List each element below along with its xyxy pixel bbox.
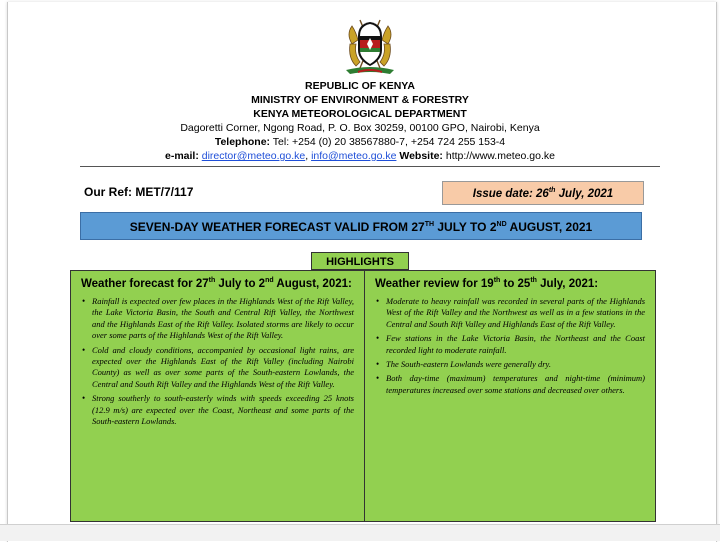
forecast-title-part-2: July to 2	[215, 278, 266, 290]
website-value: http://www.meteo.go.ke	[442, 150, 555, 162]
issue-date-sup: th	[548, 187, 556, 195]
issue-date-prefix: Issue date: 26	[472, 188, 549, 200]
republic-heading: REPUBLIC OF KENYA	[305, 80, 415, 92]
review-item: • The South-eastern Lowlands were generally dry.	[386, 359, 645, 370]
kenya-coat-of-arms-icon	[338, 14, 402, 78]
review-title-sup-1: th	[493, 277, 501, 285]
title-sup-1: TH	[424, 221, 435, 228]
forecast-item: • Cold and cloudy conditions, accompanied by occasional light rains, are expected over the Highlands East of the Rift Valley (including Nairobi County) as well as over some parts of the South-eastern Lowlands, the Central and South Rift Valley and the Highlands West of the Rift Valley.	[92, 345, 354, 391]
header-divider	[80, 166, 660, 167]
telephone-value: Tel: +254 (0) 20 38567880-7, +254 724 255 153-4	[270, 136, 506, 148]
telephone-line	[0, 135, 720, 149]
review-item: • Few stations in the Lake Victoria Basin, the Northeast and the Coast recorded light to moderate rainfall.	[386, 333, 645, 356]
review-title-part-3: July, 2021:	[536, 278, 599, 290]
issue-date-box	[442, 181, 644, 205]
review-item: • Both day-time (maximum) temperatures and night-time (minimum) temperatures increased over some stations and decreased over others.	[386, 373, 645, 396]
issue-date-suffix: July, 2021	[555, 188, 614, 200]
email-director-link[interactable]: director@meteo.go.ke	[201, 150, 306, 162]
forecast-panel	[70, 270, 365, 522]
ministry-heading: MINISTRY OF ENVIRONMENT & FORESTRY	[251, 94, 469, 106]
review-list	[375, 296, 645, 396]
forecast-title-bar	[80, 212, 642, 240]
website-label: Website:	[399, 150, 443, 162]
title-part-3: AUGUST, 2021	[506, 220, 593, 234]
review-item: • Moderate to heavy rainfall was recorded in several parts of the Highlands West of the Rift Valley and the Northwest as well as in a few stations in the Central and South Rift Valley and Highlands East of the Rift Valley.	[386, 296, 645, 330]
title-part-1: SEVEN-DAY WEATHER FORECAST VALID FROM 27	[129, 220, 425, 234]
forecast-title-part-1: Weather forecast for 27	[81, 278, 209, 290]
email-info-link[interactable]: info@meteo.go.ke	[311, 150, 397, 162]
title-part-2: JULY TO 2	[434, 220, 497, 234]
email-label: e-mail:	[164, 150, 199, 162]
title-sup-2: ND	[496, 221, 507, 228]
page-bottom-edge	[0, 524, 720, 541]
forecast-title-part-3: August, 2021:	[273, 278, 352, 290]
reference-number: Our Ref: MET/7/117	[84, 185, 194, 199]
forecast-title-sup-1: th	[208, 277, 216, 285]
forecast-item: • Strong southerly to south-easterly winds with speeds exceeding 25 knots (12.9 m/s) are expected over the Coast, Northeast and some parts of the South-eastern Lowlands.	[92, 393, 354, 427]
telephone-label: Telephone:	[214, 136, 271, 148]
review-panel	[364, 270, 656, 522]
contact-line: e-mail: director@meteo.go.ke, info@meteo.go.ke Website: http://www.meteo.go.ke	[164, 150, 555, 162]
review-title-part-1: Weather review for 19	[375, 278, 494, 290]
forecast-list	[81, 296, 354, 427]
address-line: Dagoretti Corner, Ngong Road, P. O. Box 30259, 00100 GPO, Nairobi, Kenya	[180, 122, 540, 134]
review-title-part-2: to 25	[500, 278, 531, 290]
forecast-title-sup-2: nd	[265, 277, 274, 285]
highlights-label: HIGHLIGHTS	[311, 252, 409, 270]
department-heading: KENYA METEOROLOGICAL DEPARTMENT	[253, 108, 467, 120]
review-panel-title	[375, 277, 645, 292]
forecast-item: • Rainfall is expected over few places in the Highlands West of the Rift Valley, the Lake Victoria Basin, the South and Central Rift Valley, the Northwest and the Highlands East of the Rift Valley. Isolated storms are likely to occur over some parts of the Highlands West of the Rift Valley.	[92, 296, 354, 342]
forecast-panel-title	[81, 277, 354, 292]
review-title-sup-2: th	[530, 277, 537, 285]
